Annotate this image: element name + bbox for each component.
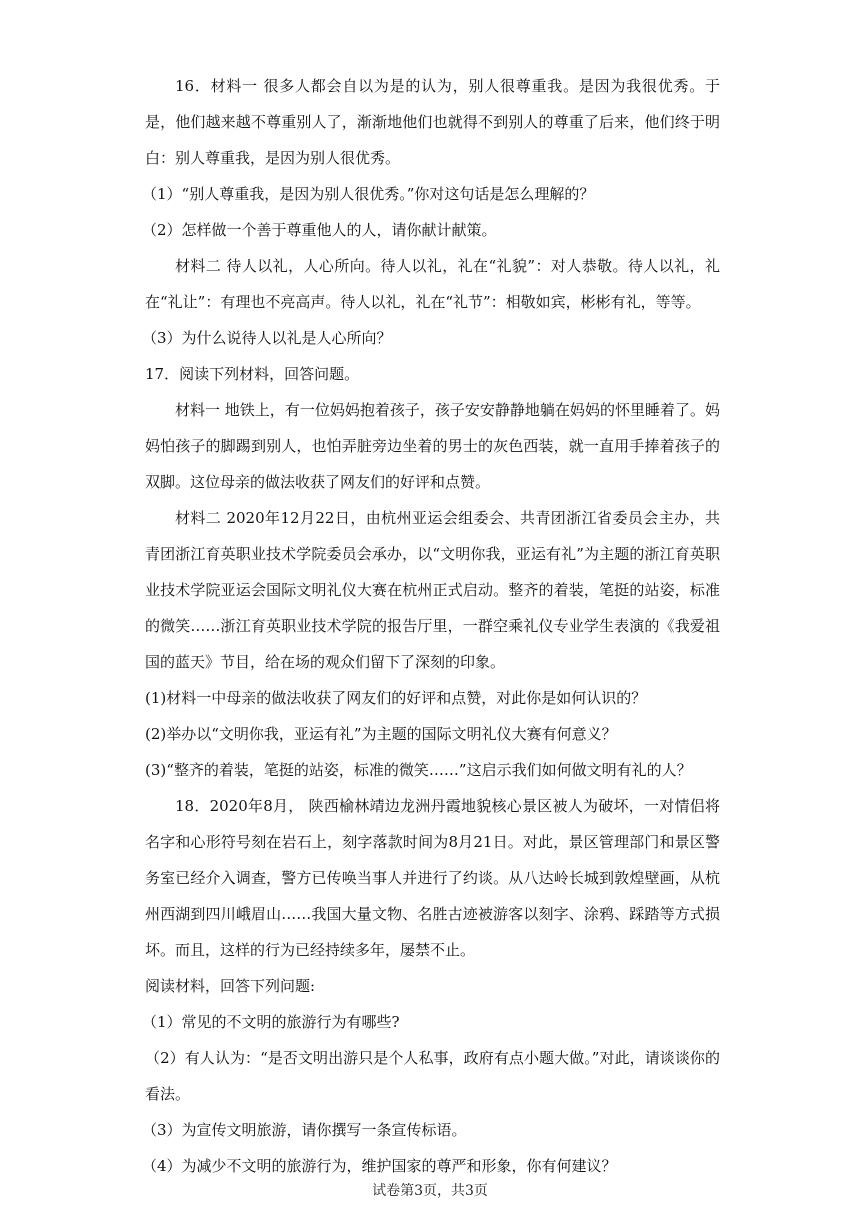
- q18-sub-1: （1）常见的不文明的旅游行为有哪些?: [142, 1013, 400, 1031]
- q16-sub-1: （1）“别人尊重我，是因为别人很优秀。”你对这句话是怎么理解的？: [142, 185, 595, 203]
- q17-sub-1: (1)材料一中母亲的做法收获了网友们的好评和点赞，对此你是如何认识的？: [145, 689, 647, 707]
- q18-intro: 阅读材料，回答下列问题:: [145, 977, 316, 995]
- q17-sub-2: (2)举办以“文明你我，亚运有礼”为主题的国际文明礼仪大赛有何意义？: [145, 725, 617, 743]
- q17-material-2: 材料二 2020年12月22日，由杭州亚运会组委会、共青团浙江省委员会主办，共青团浙江育英职业技术学院委员会承办，以“文明你我，亚运有礼”为主题的浙江育英职业技术学院亚运会国际文明礼仪大赛在杭州正式启动。整齐的着装，笔挺的站姿，标准的微笑……浙江育英职业技术学院的报告厅里，一群空乘礼仪专业学生表演的《我爱祖国的蓝天》节目，给在场的观众们留下了深刻的印象。: [145, 509, 720, 671]
- q17-material-1: 材料一 地铁上，有一位妈妈抱着孩子，孩子安安静静地躺在妈妈的怀里睡着了。妈妈怕孩子的脚踢到别人，也怕弄脏旁边坐着的男士的灰色西装，就一直用手捧着孩子的双脚。这位母亲的做法收获了网友们的好评和点赞。: [145, 401, 720, 491]
- q17-sub-3: (3)“整齐的着装，笔挺的站姿，标准的微笑……”这启示我们如何做文明有礼的人？: [145, 761, 692, 779]
- q16-sub-2: （2）怎样做一个善于尊重他人的人，请你献计献策。: [142, 221, 497, 239]
- q16-sub-3: （3）为什么说待人以礼是人心所向？: [142, 329, 392, 347]
- q18-sub-2: （2）有人认为：“是否文明出游只是个人私事，政府有点小题大做。”对此，请谈谈你的看法。: [145, 1049, 720, 1103]
- q17-intro: 17．阅读下列材料，回答问题。: [145, 365, 360, 383]
- q16-material-1: 16．材料一 很多人都会自以为是的认为，别人很尊重我。是因为我很优秀。于是，他们越来越不尊重别人了，渐渐地他们也就得不到别人的尊重了后来，他们终于明白：别人尊重我，是因为别人很优秀。: [145, 77, 720, 167]
- q18-sub-3: （3）为宣传文明旅游，请你撰写一条宣传标语。: [142, 1121, 467, 1139]
- exam-content: [142, 68, 720, 1184]
- q16-material-2: 材料二 待人以礼，人心所向。待人以礼，礼在“礼貌”：对人恭敬。待人以礼，礼在“礼让”：有理也不亮高声。待人以礼，礼在“礼节”：相敬如宾，彬彬有礼，等等。: [145, 257, 720, 311]
- q18-sub-4: （4）为减少不文明的旅游行为，维护国家的尊严和形象，你有何建议？: [142, 1157, 617, 1175]
- q18-material: 18．2020年8月， 陕西榆林靖边龙洲丹霞地貌核心景区被人为破坏，一对情侣将名字和心形符号刻在岩石上，刻字落款时间为8月21日。对此，景区管理部门和景区警务室已经介入调查，警方已传唤当事人并进行了约谈。从八达岭长城到敦煌壁画，从杭州西湖到四川峨眉山……我国大量文物、名胜古迹被游客以刻字、涂鸦、踩踏等方式损坏。而且，这样的行为已经持续多年，屡禁不止。: [145, 797, 720, 959]
- page-footer: 试卷第3页，共3页: [372, 1183, 488, 1199]
